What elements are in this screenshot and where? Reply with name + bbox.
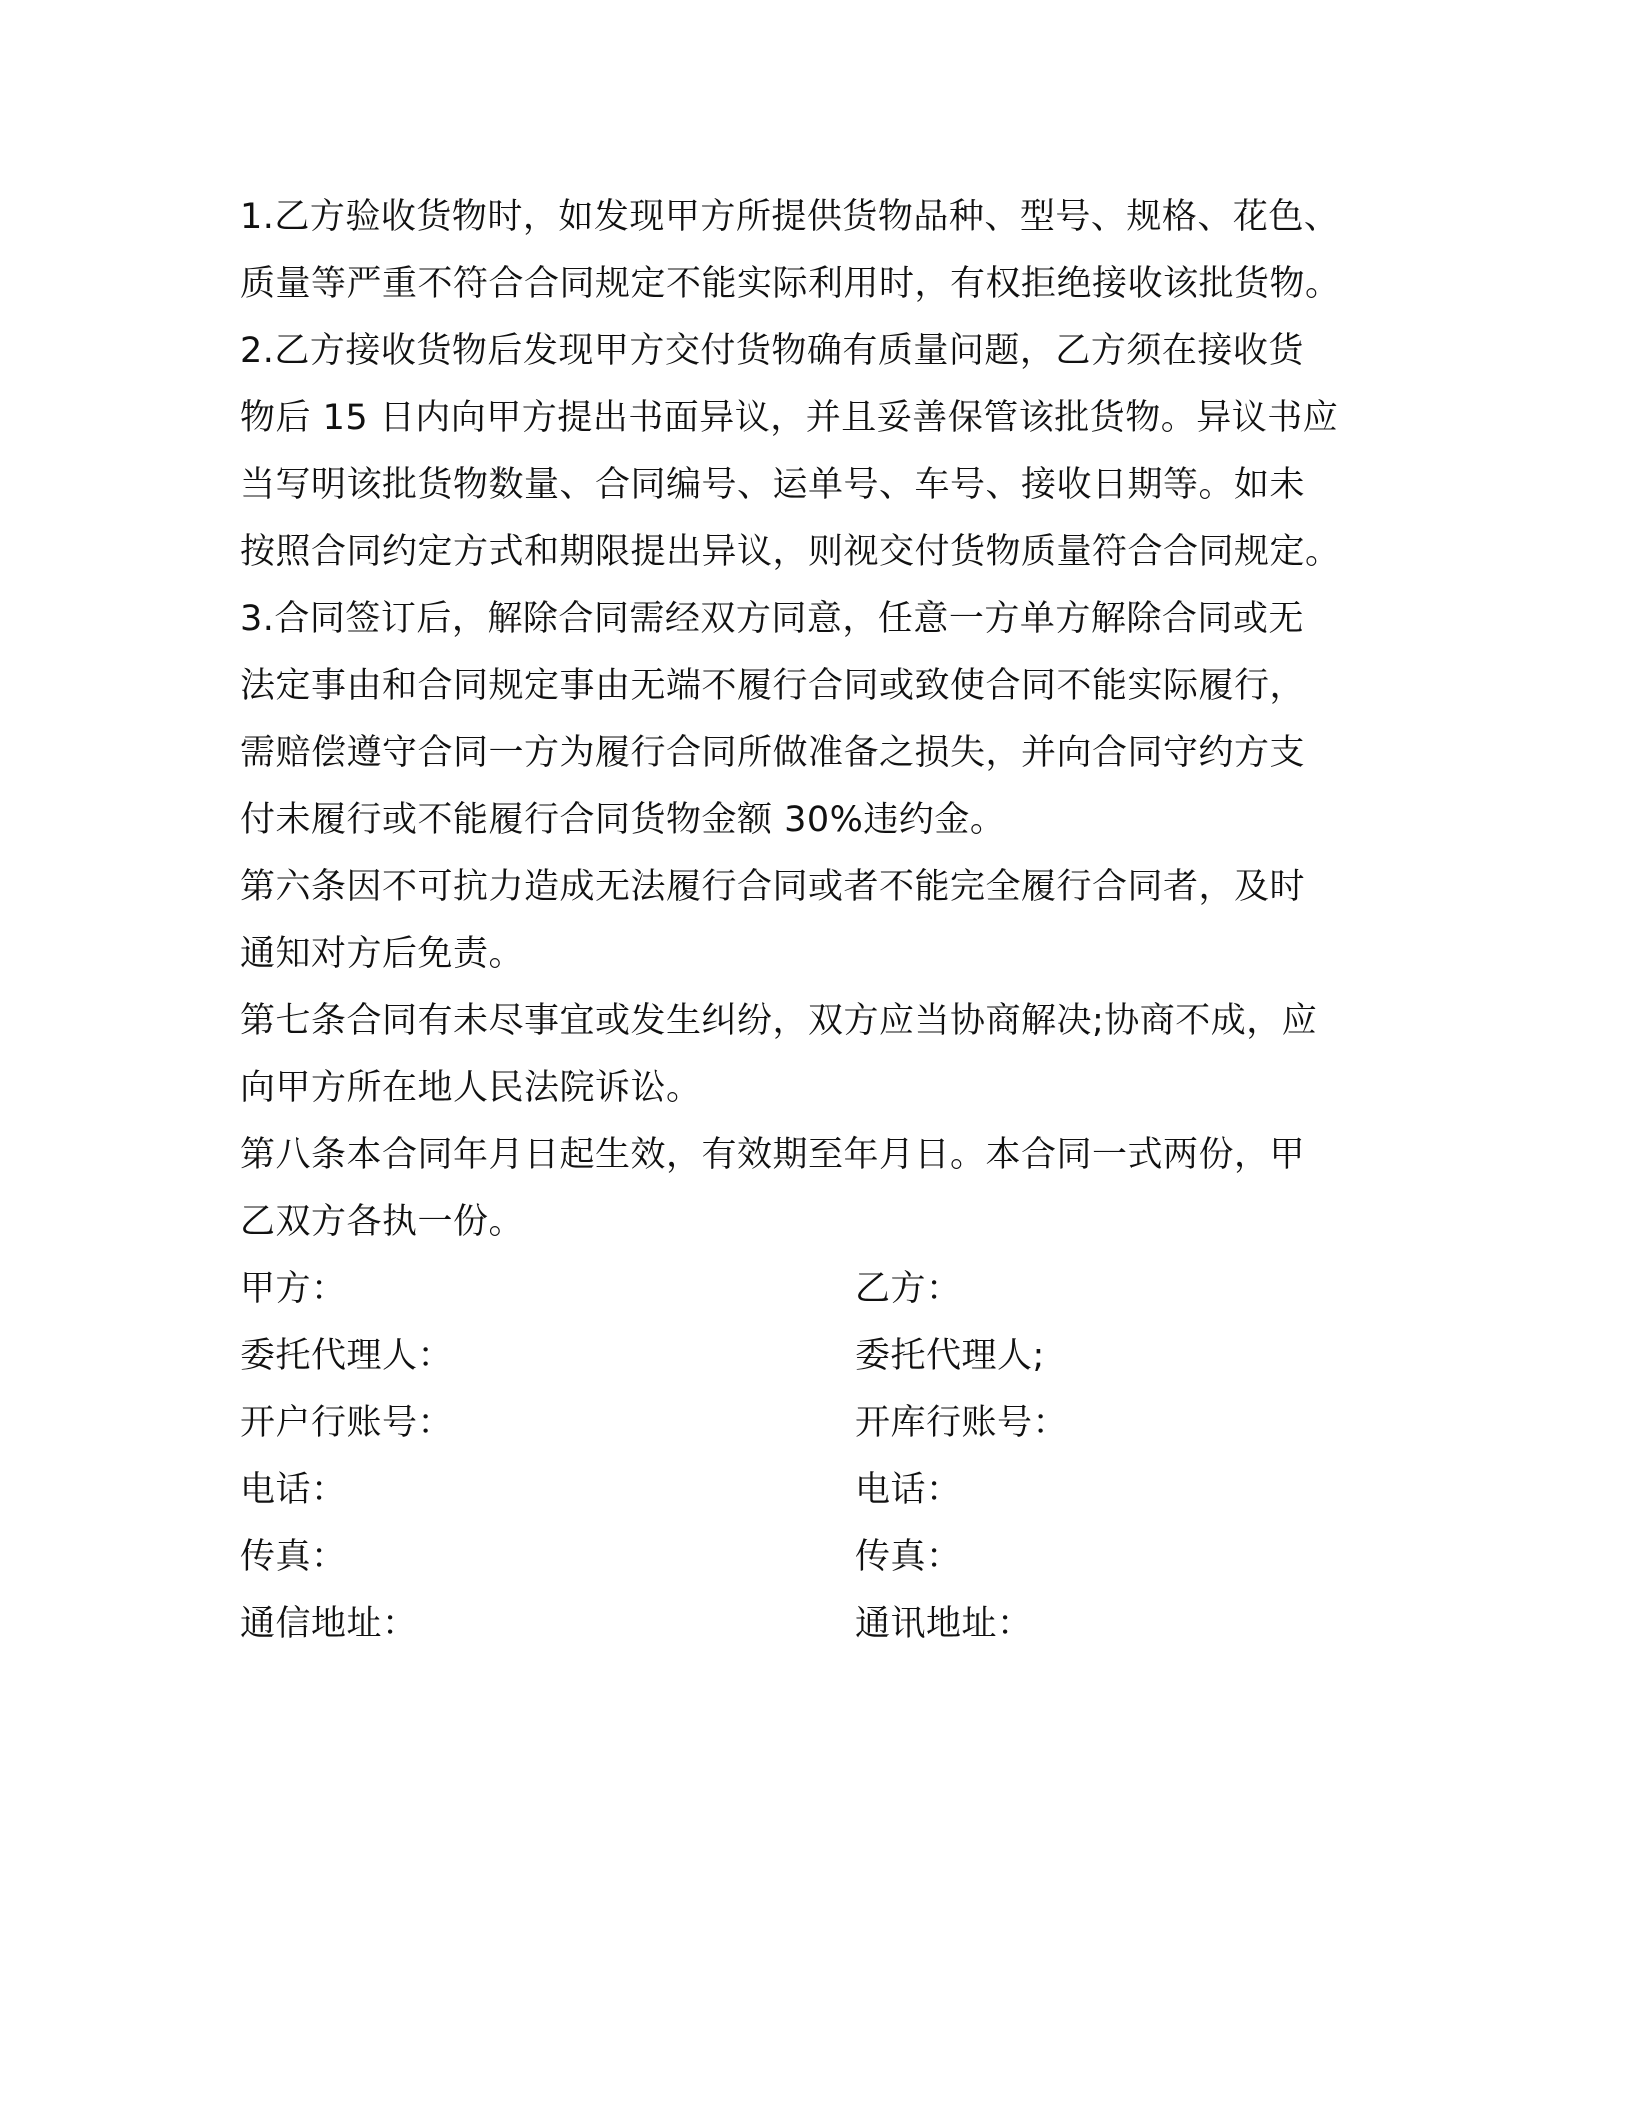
text-line: 1.乙方验收货物时，如发现甲方所提供货物品种、型号、规格、花色、	[240, 197, 1340, 237]
party-a-agent-label: 委托代理人：	[240, 1336, 454, 1376]
party-a-phone-label: 电话：	[240, 1470, 347, 1510]
party-b-address-label: 通讯地址：	[855, 1604, 1033, 1644]
signature-row	[240, 1390, 1400, 1457]
text-line: 当写明该批货物数量、合同编号、运单号、车号、接收日期等。如未	[240, 465, 1306, 505]
party-b-phone-label: 电话：	[855, 1470, 962, 1510]
party-b-label: 乙方：	[855, 1269, 962, 1309]
text-line: 通知对方后免责。	[240, 934, 525, 974]
text-line: 需赔偿遵守合同一方为履行合同所做准备之损失，并向合同守约方支	[240, 733, 1306, 773]
text-line: 第七条合同有未尽事宜或发生纠纷，双方应当协商解决;协商不成，应	[240, 1001, 1318, 1041]
signature-block	[240, 1256, 1400, 1658]
text-line: 法定事由和合同规定事由无端不履行合同或致使合同不能实际履行，	[240, 666, 1306, 706]
signature-row	[240, 1256, 1400, 1323]
party-a-address-label: 通信地址：	[240, 1604, 418, 1644]
text-line: 物后 15 日内向甲方提出书面异议，并且妥善保管该批货物。异议书应	[240, 398, 1339, 438]
signature-row	[240, 1524, 1400, 1591]
text-line: 按照合同约定方式和期限提出异议，则视交付货物质量符合合同规定。	[240, 532, 1341, 572]
text-line: 乙双方各执一份。	[240, 1202, 525, 1242]
text-line: 2.乙方接收货物后发现甲方交付货物确有质量问题，乙方须在接收货	[240, 331, 1304, 371]
party-b-fax-label: 传真：	[855, 1537, 962, 1577]
text-line: 向甲方所在地人民法院诉讼。	[240, 1068, 702, 1108]
document-body	[240, 184, 1400, 1658]
text-line: 第八条本合同年月日起生效，有效期至年月日。本合同一式两份，甲	[240, 1135, 1306, 1175]
party-a-fax-label: 传真：	[240, 1537, 347, 1577]
text-line: 3.合同签订后，解除合同需经双方同意，任意一方单方解除合同或无	[240, 599, 1304, 639]
signature-row	[240, 1457, 1400, 1524]
text-line: 付未履行或不能履行合同货物金额 30%违约金。	[240, 800, 1006, 840]
party-b-account-label: 开库行账号：	[855, 1403, 1069, 1443]
signature-row	[240, 1323, 1400, 1390]
text-line: 质量等严重不符合合同规定不能实际利用时，有权拒绝接收该批货物。	[240, 264, 1341, 304]
text-line: 第六条因不可抗力造成无法履行合同或者不能完全履行合同者，及时	[240, 867, 1306, 907]
party-b-agent-label: 委托代理人;	[855, 1336, 1045, 1376]
party-a-account-label: 开户行账号：	[240, 1403, 454, 1443]
signature-row	[240, 1591, 1400, 1658]
party-a-label: 甲方：	[240, 1269, 347, 1309]
